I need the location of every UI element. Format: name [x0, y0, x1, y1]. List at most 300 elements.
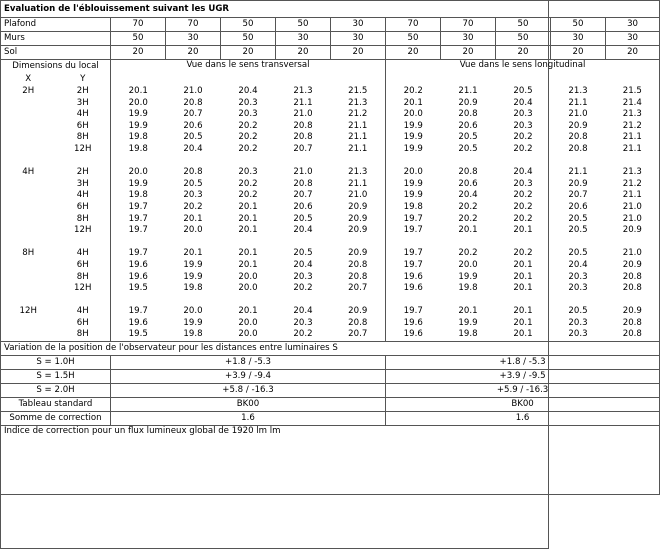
spacer [56, 237, 111, 249]
ugr-transversal: 20.0 [238, 317, 258, 328]
spacer [1, 295, 56, 307]
ugr-longitudinal: 20.9 [606, 306, 660, 318]
room-y: 2H [56, 167, 111, 179]
reflectance-value: 20 [606, 46, 660, 60]
spacer [1, 156, 56, 168]
reflectance-value: 20 [551, 46, 606, 60]
ugr-longitudinal: 20.8 [606, 272, 660, 284]
variation-title: Variation de la position de l'observateur pour les distances entre luminaires S [1, 342, 660, 356]
ugr-longitudinal: 20.3 [513, 109, 533, 120]
ugr-transversal: 20.3 [238, 97, 258, 108]
table-row [1, 144, 660, 156]
room-y: 8H [56, 132, 111, 144]
ugr-transversal: 20.8 [293, 120, 313, 131]
ugr-longitudinal: 21.1 [606, 144, 660, 156]
correction-label: Somme de correction [1, 412, 111, 426]
ugr-longitudinal: 20.9 [568, 120, 588, 131]
reflectance-value: 30 [441, 32, 496, 46]
ugr-longitudinal: 19.6 [386, 329, 441, 341]
ugr-transversal: 20.0 [128, 97, 148, 108]
ugr-transversal: 20.5 [183, 178, 203, 189]
reflectance-value: 20 [496, 46, 551, 60]
table-row [1, 248, 660, 260]
ugr-transversal: 20.3 [293, 317, 313, 328]
footnote: Indice de correction pour un flux lumineux global de 1920 lm lm [1, 426, 660, 495]
ugr-longitudinal: 20.2 [513, 143, 533, 154]
ugr-longitudinal: 20.4 [458, 190, 478, 201]
ugr-longitudinal: 21.5 [606, 86, 660, 98]
table-row [1, 318, 660, 330]
spacer [111, 237, 386, 249]
reflectance-value: 50 [551, 18, 606, 32]
ugr-longitudinal: 20.1 [513, 259, 533, 270]
room-y: 6H [56, 260, 111, 272]
correction-transversal: 1.6 [111, 412, 386, 426]
room-x [1, 144, 56, 156]
ugr-transversal: 19.8 [166, 329, 221, 341]
table-row [1, 214, 660, 226]
ugr-transversal: 20.5 [293, 248, 313, 259]
ugr-longitudinal: 20.2 [403, 86, 423, 96]
ugr-longitudinal: 20.1 [513, 306, 533, 317]
room-x [1, 225, 56, 237]
ugr-transversal: 20.2 [293, 283, 313, 294]
room-y: 8H [56, 214, 111, 226]
spacer [386, 295, 660, 307]
reflectance-value: 20 [331, 46, 386, 60]
ugr-transversal: 19.7 [128, 201, 148, 212]
ugr-transversal: 21.1 [331, 121, 386, 133]
ugr-longitudinal: 21.1 [606, 132, 660, 144]
standard-transversal: BK00 [111, 398, 386, 412]
ugr-transversal: 20.2 [238, 132, 258, 143]
room-y: 3H [56, 179, 111, 191]
ugr-transversal: 19.6 [128, 259, 148, 270]
ugr-longitudinal: 20.3 [568, 317, 588, 328]
ugr-transversal: 20.4 [238, 86, 258, 96]
reflectance-value: 20 [276, 46, 331, 60]
ugr-transversal: 20.1 [128, 86, 148, 96]
ugr-transversal: 19.9 [128, 120, 148, 131]
reflectance-value: 20 [441, 46, 496, 60]
ugr-transversal: 20.1 [238, 248, 258, 259]
ugr-longitudinal: 19.7 [403, 225, 423, 236]
ugr-transversal: 19.8 [128, 190, 148, 201]
ugr-longitudinal: 19.7 [403, 248, 423, 259]
ugr-longitudinal: 20.2 [513, 248, 533, 259]
ugr-transversal: 20.8 [293, 132, 313, 143]
ugr-transversal: 20.4 [293, 306, 313, 317]
ugr-transversal: 20.1 [183, 213, 203, 224]
ugr-transversal: 21.1 [331, 144, 386, 156]
ugr-transversal: 21.0 [331, 190, 386, 202]
ugr-transversal: 19.8 [183, 283, 203, 294]
ugr-longitudinal: 21.4 [606, 98, 660, 110]
ugr-longitudinal: 20.0 [403, 109, 423, 120]
room-y: 12H [56, 144, 111, 156]
ugr-longitudinal: 21.1 [606, 190, 660, 202]
reflectance-value: 70 [386, 18, 441, 32]
ugr-transversal: 19.8 [128, 143, 148, 154]
ugr-longitudinal: 20.4 [513, 97, 533, 108]
ugr-longitudinal: 20.1 [513, 271, 533, 282]
ugr-transversal: 20.0 [128, 167, 148, 178]
reflectance-value: 20 [166, 46, 221, 60]
ugr-transversal: 20.0 [221, 329, 276, 341]
room-x [1, 109, 56, 121]
ugr-transversal: 20.1 [238, 306, 258, 317]
ugr-longitudinal: 20.8 [568, 132, 588, 143]
table-row [1, 86, 660, 98]
ugr-longitudinal: 21.0 [606, 214, 660, 226]
room-y: 12H [56, 225, 111, 237]
room-x: 8H [1, 248, 56, 260]
ugr-transversal: 19.7 [128, 213, 148, 224]
ugr-longitudinal: 19.9 [458, 317, 478, 328]
ugr-longitudinal: 20.4 [568, 259, 588, 270]
reflectance-value: 20 [386, 46, 441, 60]
spacer [386, 156, 660, 168]
ugr-transversal: 20.7 [293, 143, 313, 154]
table-row [1, 272, 660, 284]
y-header: Y [56, 73, 111, 86]
reflectance-row [1, 18, 660, 32]
room-x: 4H [1, 167, 56, 179]
reflectance-value: 50 [221, 18, 276, 32]
spacer [56, 295, 111, 307]
ugr-longitudinal: 19.8 [403, 201, 423, 212]
room-y: 6H [56, 121, 111, 133]
reflectance-value: 70 [111, 18, 166, 32]
ugr-longitudinal: 20.6 [458, 178, 478, 189]
ugr-longitudinal: 20.4 [513, 167, 533, 178]
ugr-longitudinal: 20.5 [513, 86, 533, 96]
reflectance-value: 30 [606, 18, 660, 32]
ugr-transversal: 21.3 [293, 86, 313, 96]
reflectance-row [1, 46, 660, 60]
table-row [1, 98, 660, 110]
ugr-longitudinal: 20.9 [606, 260, 660, 272]
ugr-longitudinal: 20.3 [568, 283, 588, 294]
variation-transversal: +1.8 / -5.3 [111, 356, 386, 370]
reflectance-value: 30 [331, 32, 386, 46]
ugr-longitudinal: 19.8 [441, 329, 496, 341]
ugr-longitudinal: 19.6 [403, 317, 423, 328]
reflectance-value: 50 [496, 32, 551, 46]
room-x: 2H [1, 86, 56, 98]
ugr-transversal: 19.9 [183, 259, 203, 270]
variation-longitudinal: +5.9 / -16.3 [386, 384, 660, 398]
room-y: 12H [56, 283, 111, 295]
correction-longitudinal: 1.6 [386, 412, 660, 426]
ugr-longitudinal: 20.8 [606, 283, 660, 295]
ugr-longitudinal: 20.8 [606, 318, 660, 330]
ugr-longitudinal: 21.1 [568, 167, 588, 178]
ugr-longitudinal: 20.3 [551, 329, 606, 341]
room-y: 6H [56, 202, 111, 214]
ugr-transversal: 19.5 [128, 283, 148, 294]
spacing-label: S = 1.0H [1, 356, 111, 370]
ugr-longitudinal: 21.3 [606, 109, 660, 121]
ugr-longitudinal: 20.5 [458, 143, 478, 154]
spacer [1, 237, 56, 249]
table-row [1, 329, 660, 341]
table-row [1, 167, 660, 179]
spacer [386, 237, 660, 249]
ugr-longitudinal: 20.9 [606, 225, 660, 237]
ugr-longitudinal: 20.2 [513, 132, 533, 143]
reflectance-value: 70 [166, 18, 221, 32]
table-row [1, 179, 660, 191]
ugr-longitudinal: 19.9 [403, 120, 423, 131]
ugr-transversal: 19.9 [183, 271, 203, 282]
ugr-longitudinal: 20.9 [568, 178, 588, 189]
ugr-transversal: 20.5 [183, 132, 203, 143]
reflectance-value: 50 [386, 32, 441, 46]
spacing-label: S = 2.0H [1, 384, 111, 398]
reflectance-value: 30 [331, 18, 386, 32]
ugr-transversal: 19.7 [128, 248, 148, 259]
ugr-transversal: 20.7 [183, 109, 203, 120]
room-x [1, 329, 56, 341]
table-row [1, 109, 660, 121]
reflectance-label: Murs [1, 32, 111, 46]
ugr-transversal: 20.2 [238, 120, 258, 131]
table-row [1, 225, 660, 237]
room-y: 4H [56, 306, 111, 318]
reflectance-value: 30 [551, 32, 606, 46]
ugr-longitudinal: 20.2 [513, 213, 533, 224]
ugr-transversal: 21.2 [331, 109, 386, 121]
ugr-longitudinal: 21.0 [568, 109, 588, 120]
ugr-longitudinal: 19.9 [403, 132, 423, 143]
ugr-longitudinal: 21.0 [606, 202, 660, 214]
room-x [1, 179, 56, 191]
ugr-longitudinal: 20.1 [403, 97, 423, 108]
spacer [111, 156, 386, 168]
ugr-longitudinal: 20.3 [568, 271, 588, 282]
room-x [1, 132, 56, 144]
ugr-longitudinal: 20.1 [458, 306, 478, 317]
ugr-longitudinal: 20.3 [513, 178, 533, 189]
ugr-longitudinal: 20.8 [568, 143, 588, 154]
ugr-longitudinal: 21.2 [606, 179, 660, 191]
reflectance-value: 20 [221, 46, 276, 60]
room-y: 4H [56, 248, 111, 260]
ugr-transversal: 21.3 [331, 167, 386, 179]
ugr-transversal: 20.0 [183, 306, 203, 317]
table-row [1, 132, 660, 144]
ugr-transversal: 21.1 [331, 132, 386, 144]
ugr-transversal: 19.9 [128, 178, 148, 189]
ugr-transversal: 20.1 [238, 201, 258, 212]
ugr-transversal: 20.2 [238, 143, 258, 154]
ugr-longitudinal: 19.9 [458, 271, 478, 282]
ugr-longitudinal: 21.0 [606, 248, 660, 260]
ugr-longitudinal: 19.6 [403, 271, 423, 282]
reflectance-label: Plafond [1, 18, 111, 32]
ugr-longitudinal: 20.1 [513, 283, 533, 294]
ugr-transversal: 20.4 [293, 259, 313, 270]
ugr-transversal: 20.2 [183, 201, 203, 212]
reflectance-value: 50 [496, 18, 551, 32]
ugr-transversal: 20.7 [331, 329, 386, 341]
ugr-longitudinal: 21.1 [568, 97, 588, 108]
table-row [1, 190, 660, 202]
ugr-transversal: 20.1 [238, 213, 258, 224]
room-x [1, 190, 56, 202]
longitudinal-header: Vue dans le sens longitudinal [386, 60, 660, 87]
ugr-transversal: 20.9 [331, 306, 386, 318]
table-row [1, 260, 660, 272]
ugr-transversal: 20.6 [293, 201, 313, 212]
room-x [1, 272, 56, 284]
reflectance-value: 30 [606, 32, 660, 46]
reflectance-label: Sol [1, 46, 111, 60]
ugr-transversal: 20.2 [276, 329, 331, 341]
ugr-transversal: 21.5 [331, 86, 386, 98]
ugr-longitudinal: 19.7 [403, 213, 423, 224]
ugr-longitudinal: 20.5 [568, 248, 588, 259]
ugr-transversal: 21.0 [293, 167, 313, 178]
ugr-longitudinal: 20.1 [496, 329, 551, 341]
ugr-longitudinal: 19.7 [403, 306, 423, 317]
ugr-longitudinal: 20.0 [458, 259, 478, 270]
ugr-transversal: 20.8 [183, 97, 203, 108]
ugr-transversal: 20.0 [238, 283, 258, 294]
table-row [1, 202, 660, 214]
transversal-header: Vue dans le sens transversal [111, 60, 386, 87]
ugr-transversal: 20.1 [238, 259, 258, 270]
ugr-transversal: 19.7 [128, 225, 148, 236]
ugr-transversal: 20.0 [183, 225, 203, 236]
spacing-label: S = 1.5H [1, 370, 111, 384]
ugr-longitudinal: 20.0 [403, 167, 423, 178]
room-x [1, 283, 56, 295]
ugr-longitudinal: 20.2 [458, 201, 478, 212]
ugr-longitudinal: 21.1 [458, 86, 478, 96]
ugr-transversal: 20.6 [183, 120, 203, 131]
ugr-longitudinal: 20.8 [458, 167, 478, 178]
ugr-longitudinal: 19.7 [403, 259, 423, 270]
ugr-longitudinal: 20.3 [513, 120, 533, 131]
ugr-longitudinal: 20.1 [513, 317, 533, 328]
spacer [111, 295, 386, 307]
variation-transversal: +5.8 / -16.3 [111, 384, 386, 398]
ugr-longitudinal: 20.5 [458, 132, 478, 143]
ugr-transversal: 20.3 [293, 271, 313, 282]
ugr-transversal: 19.5 [111, 329, 166, 341]
ugr-transversal: 20.1 [183, 248, 203, 259]
ugr-longitudinal: 20.8 [458, 109, 478, 120]
reflectance-value: 20 [111, 46, 166, 60]
ugr-transversal: 20.4 [293, 225, 313, 236]
ugr-transversal: 20.8 [331, 260, 386, 272]
ugr-transversal: 20.3 [238, 109, 258, 120]
room-y: 8H [56, 272, 111, 284]
ugr-longitudinal: 21.3 [568, 86, 588, 96]
table-row [1, 283, 660, 295]
ugr-transversal: 20.1 [238, 225, 258, 236]
ugr-transversal: 20.9 [331, 225, 386, 237]
ugr-transversal: 20.9 [331, 214, 386, 226]
room-x [1, 202, 56, 214]
ugr-transversal: 20.5 [293, 213, 313, 224]
room-x [1, 121, 56, 133]
variation-longitudinal: +3.9 / -9.5 [386, 370, 660, 384]
room-x [1, 318, 56, 330]
ugr-longitudinal: 20.6 [568, 201, 588, 212]
ugr-longitudinal: 20.5 [568, 306, 588, 317]
ugr-longitudinal: 20.1 [458, 225, 478, 236]
ugr-transversal: 20.3 [238, 167, 258, 178]
reflectance-value: 50 [221, 32, 276, 46]
ugr-transversal: 20.4 [183, 143, 203, 154]
ugr-transversal: 20.3 [183, 190, 203, 201]
ugr-transversal: 19.9 [128, 109, 148, 120]
reflectance-value: 70 [441, 18, 496, 32]
ugr-longitudinal: 19.9 [403, 190, 423, 201]
reflectance-value: 50 [111, 32, 166, 46]
x-header: X [1, 73, 56, 86]
ugr-transversal: 20.7 [293, 190, 313, 201]
room-y: 4H [56, 190, 111, 202]
ugr-longitudinal: 19.9 [403, 178, 423, 189]
standard-label: Tableau standard [1, 398, 111, 412]
ugr-transversal: 21.0 [183, 86, 203, 96]
spacer [56, 156, 111, 168]
ugr-transversal: 21.1 [293, 97, 313, 108]
ugr-longitudinal: 20.2 [513, 190, 533, 201]
ugr-longitudinal: 20.5 [568, 225, 588, 236]
ugr-transversal: 20.9 [331, 202, 386, 214]
reflectance-row [1, 32, 660, 46]
ugr-transversal: 20.2 [238, 190, 258, 201]
ugr-transversal: 19.9 [183, 317, 203, 328]
ugr-transversal: 20.7 [331, 283, 386, 295]
ugr-longitudinal: 20.2 [513, 201, 533, 212]
reflectance-value: 30 [276, 32, 331, 46]
room-y: 3H [56, 98, 111, 110]
ugr-transversal: 21.3 [331, 98, 386, 110]
ugr-transversal: 20.0 [238, 271, 258, 282]
reflectance-value: 30 [166, 32, 221, 46]
ugr-longitudinal: 20.8 [606, 329, 660, 341]
ugr-longitudinal: 20.1 [513, 225, 533, 236]
ugr-longitudinal: 19.6 [403, 283, 423, 294]
ugr-transversal: 20.9 [331, 248, 386, 260]
ugr-longitudinal: 20.5 [568, 213, 588, 224]
dims-header: Dimensions du local [1, 60, 111, 74]
ugr-transversal: 19.6 [128, 271, 148, 282]
room-y: 2H [56, 86, 111, 98]
variation-longitudinal: +1.8 / -5.3 [386, 356, 660, 370]
room-x: 12H [1, 306, 56, 318]
room-y: 8H [56, 329, 111, 341]
ugr-transversal: 21.0 [293, 109, 313, 120]
ugr-longitudinal: 20.6 [458, 120, 478, 131]
table-row [1, 121, 660, 133]
reflectance-value: 50 [276, 18, 331, 32]
ugr-transversal: 21.1 [331, 179, 386, 191]
room-y: 4H [56, 109, 111, 121]
ugr-longitudinal: 19.9 [403, 143, 423, 154]
ugr-longitudinal: 21.3 [606, 167, 660, 179]
ugr-longitudinal: 20.2 [458, 248, 478, 259]
table-title: Evaluation de l'éblouissement suivant les UGR [1, 1, 660, 18]
ugr-longitudinal: 20.7 [568, 190, 588, 201]
standard-longitudinal: BK00 [386, 398, 660, 412]
